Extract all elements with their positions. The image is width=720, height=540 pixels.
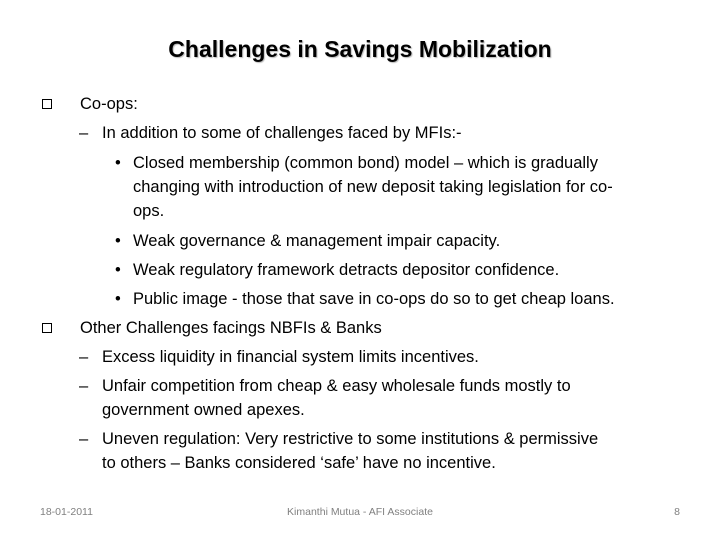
bullet-text: In addition to some of challenges faced by MFIs:- bbox=[102, 124, 462, 142]
dot-bullet: • bbox=[115, 232, 121, 250]
bullet-text: Other Challenges facings NBFIs & Banks bbox=[80, 319, 382, 337]
slide-title: Challenges in Savings Mobilization bbox=[168, 36, 552, 62]
checkbox-bullet-icon bbox=[42, 99, 52, 109]
dash-bullet: – bbox=[79, 430, 89, 448]
bullet-text: Weak regulatory framework detracts depositor confidence. bbox=[133, 261, 560, 279]
dot-bullet: • bbox=[115, 261, 121, 279]
dash-bullet: – bbox=[79, 124, 89, 142]
bullet-text-continued: ops. bbox=[133, 202, 165, 220]
bullet-text-continued: to others – Banks considered ‘safe’ have no incentive. bbox=[102, 454, 496, 472]
bullet-text: Excess liquidity in financial system limits incentives. bbox=[102, 348, 479, 366]
footer-date: 18-01-2011 bbox=[40, 506, 93, 518]
bullet-text: Co-ops: bbox=[80, 95, 138, 113]
bullet-text: Closed membership (common bond) model – which is gradually bbox=[133, 154, 598, 172]
dash-bullet: – bbox=[79, 377, 89, 395]
bullet-text: Unfair competition from cheap & easy wholesale funds mostly to bbox=[102, 377, 571, 395]
dash-bullet: – bbox=[79, 348, 89, 366]
footer-presenter: Kimanthi Mutua - AFI Associate bbox=[287, 506, 433, 518]
dot-bullet: • bbox=[115, 290, 121, 308]
dot-bullet: • bbox=[115, 154, 121, 172]
bullet-text: Public image - those that save in co-ops do so to get cheap loans. bbox=[133, 290, 615, 308]
checkbox-bullet-icon bbox=[42, 323, 52, 333]
footer-page-number: 8 bbox=[674, 506, 680, 518]
bullet-text: Weak governance & management impair capacity. bbox=[133, 232, 501, 250]
bullet-text-continued: government owned apexes. bbox=[102, 401, 305, 419]
bullet-text-continued: changing with introduction of new deposit taking legislation for co- bbox=[133, 178, 613, 196]
bullet-text: Uneven regulation: Very restrictive to some institutions & permissive bbox=[102, 430, 599, 448]
